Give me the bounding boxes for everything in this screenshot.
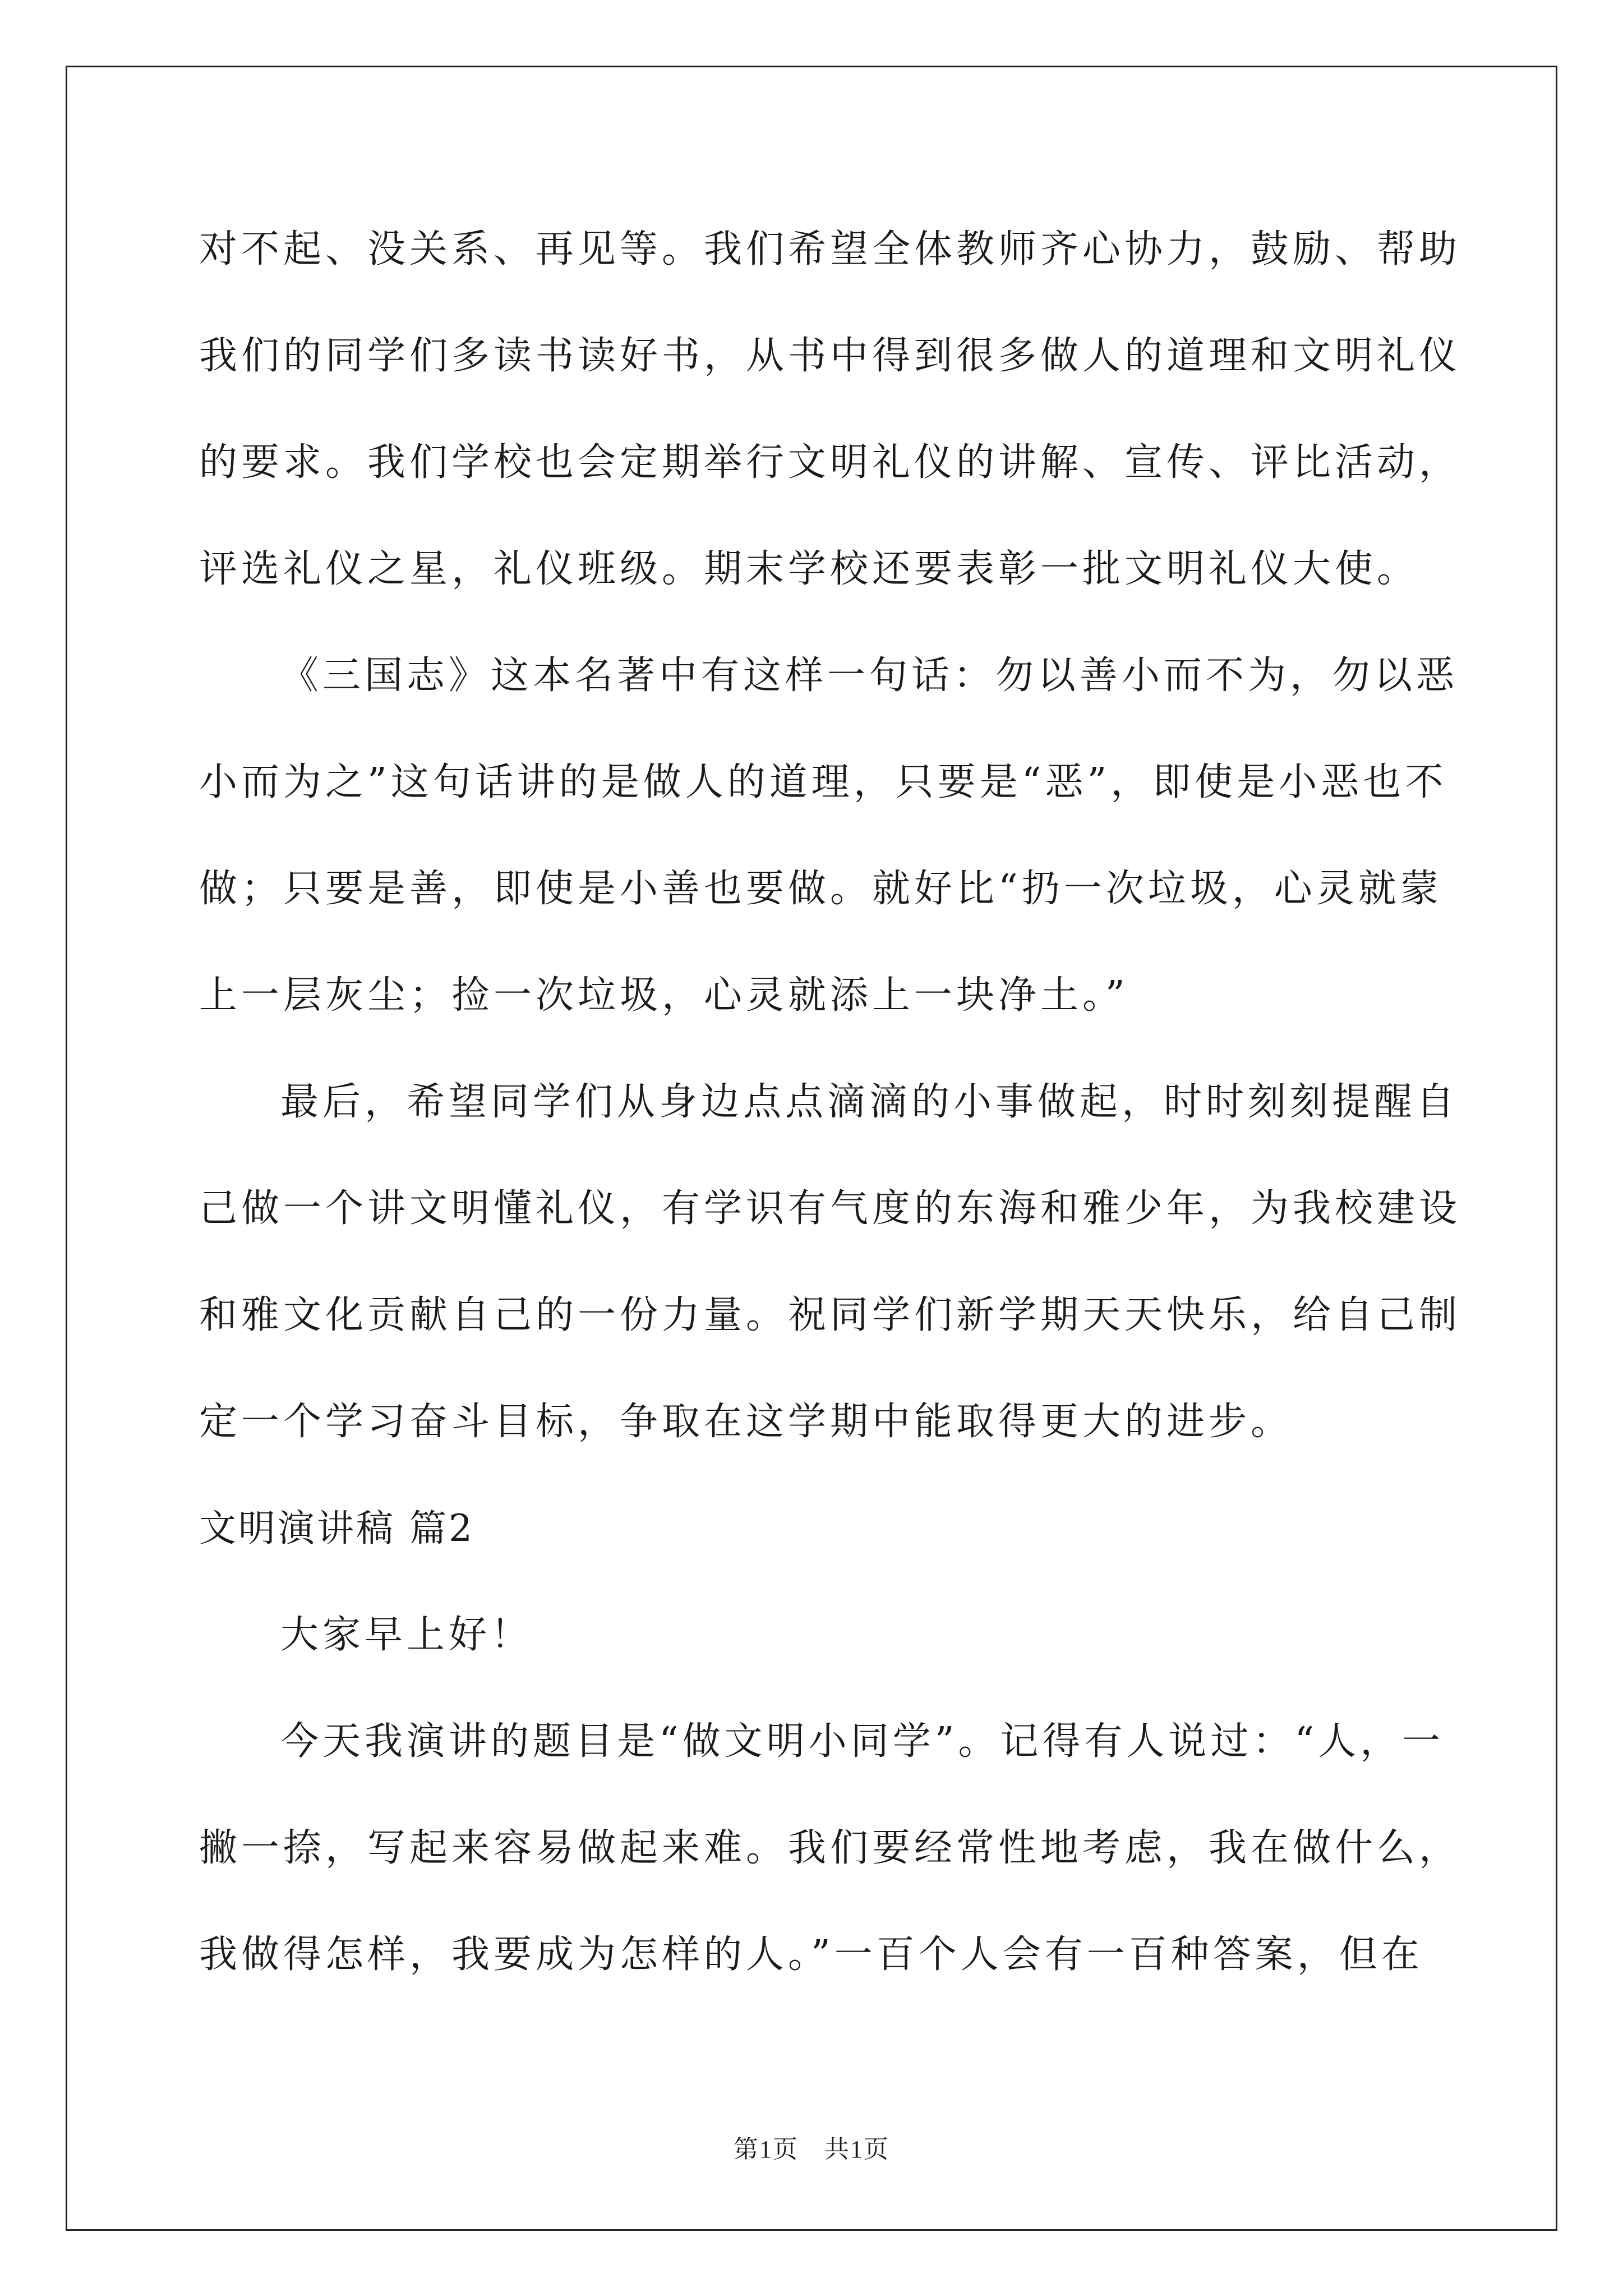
paragraph-line: 大家早上好！ (280, 1613, 533, 1657)
paragraph-line: 做；只要是善，即使是小善也要做。就好比“扔一次垃圾，心灵就蒙 (199, 867, 1442, 911)
page-number-footer: 第1页 共1页 (734, 2136, 889, 2163)
paragraph-line: 最后，希望同学们从身边点点滴滴的小事做起，时时刻刻提醒自 (280, 1080, 1459, 1124)
paragraph-line: 己做一个讲文明懂礼仪，有学识有气度的东海和雅少年，为我校建设 (199, 1186, 1461, 1231)
paragraph-line: 撇一捺，写起来容易做起来难。我们要经常性地考虑，我在做什么， (199, 1826, 1461, 1870)
paragraph-line: 评选礼仪之星，礼仪班级。期末学校还要表彰一批文明礼仪大使。 (199, 547, 1419, 591)
paragraph-line: 小而为之”这句话讲的是做人的道理，只要是“恶”，即使是小恶也不 (199, 760, 1447, 804)
paragraph-line: 和雅文化贡献自己的一份力量。祝同学们新学期天天快乐，给自己制 (199, 1293, 1461, 1337)
paragraph-line: 我做得怎样，我要成为怎样的人。”一百个人会有一百种答案，但在 (199, 1932, 1423, 1977)
section-heading: 文明演讲稿 篇2 (199, 1507, 474, 1550)
paragraph-line: 今天我演讲的题目是“做文明小同学”。记得有人说过：“人，一 (280, 1719, 1445, 1764)
paragraph-line: 上一层灰尘；捡一次垃圾，心灵就添上一块净土。” (199, 973, 1129, 1018)
paragraph-line: 对不起、没关系、再见等。我们希望全体教师齐心协力，鼓励、帮助 (199, 227, 1461, 272)
paragraph-line: 定一个学习奋斗目标，争取在这学期中能取得更大的进步。 (199, 1400, 1293, 1444)
paragraph-line: 《三国志》这本名著中有这样一句话：勿以善小而不为，勿以恶 (280, 654, 1459, 698)
document-body (199, 196, 1461, 2008)
paragraph-line: 的要求。我们学校也会定期举行文明礼仪的讲解、宣传、评比活动， (199, 440, 1461, 485)
paragraph-line: 我们的同学们多读书读好书，从书中得到很多做人的道理和文明礼仪 (199, 334, 1461, 378)
